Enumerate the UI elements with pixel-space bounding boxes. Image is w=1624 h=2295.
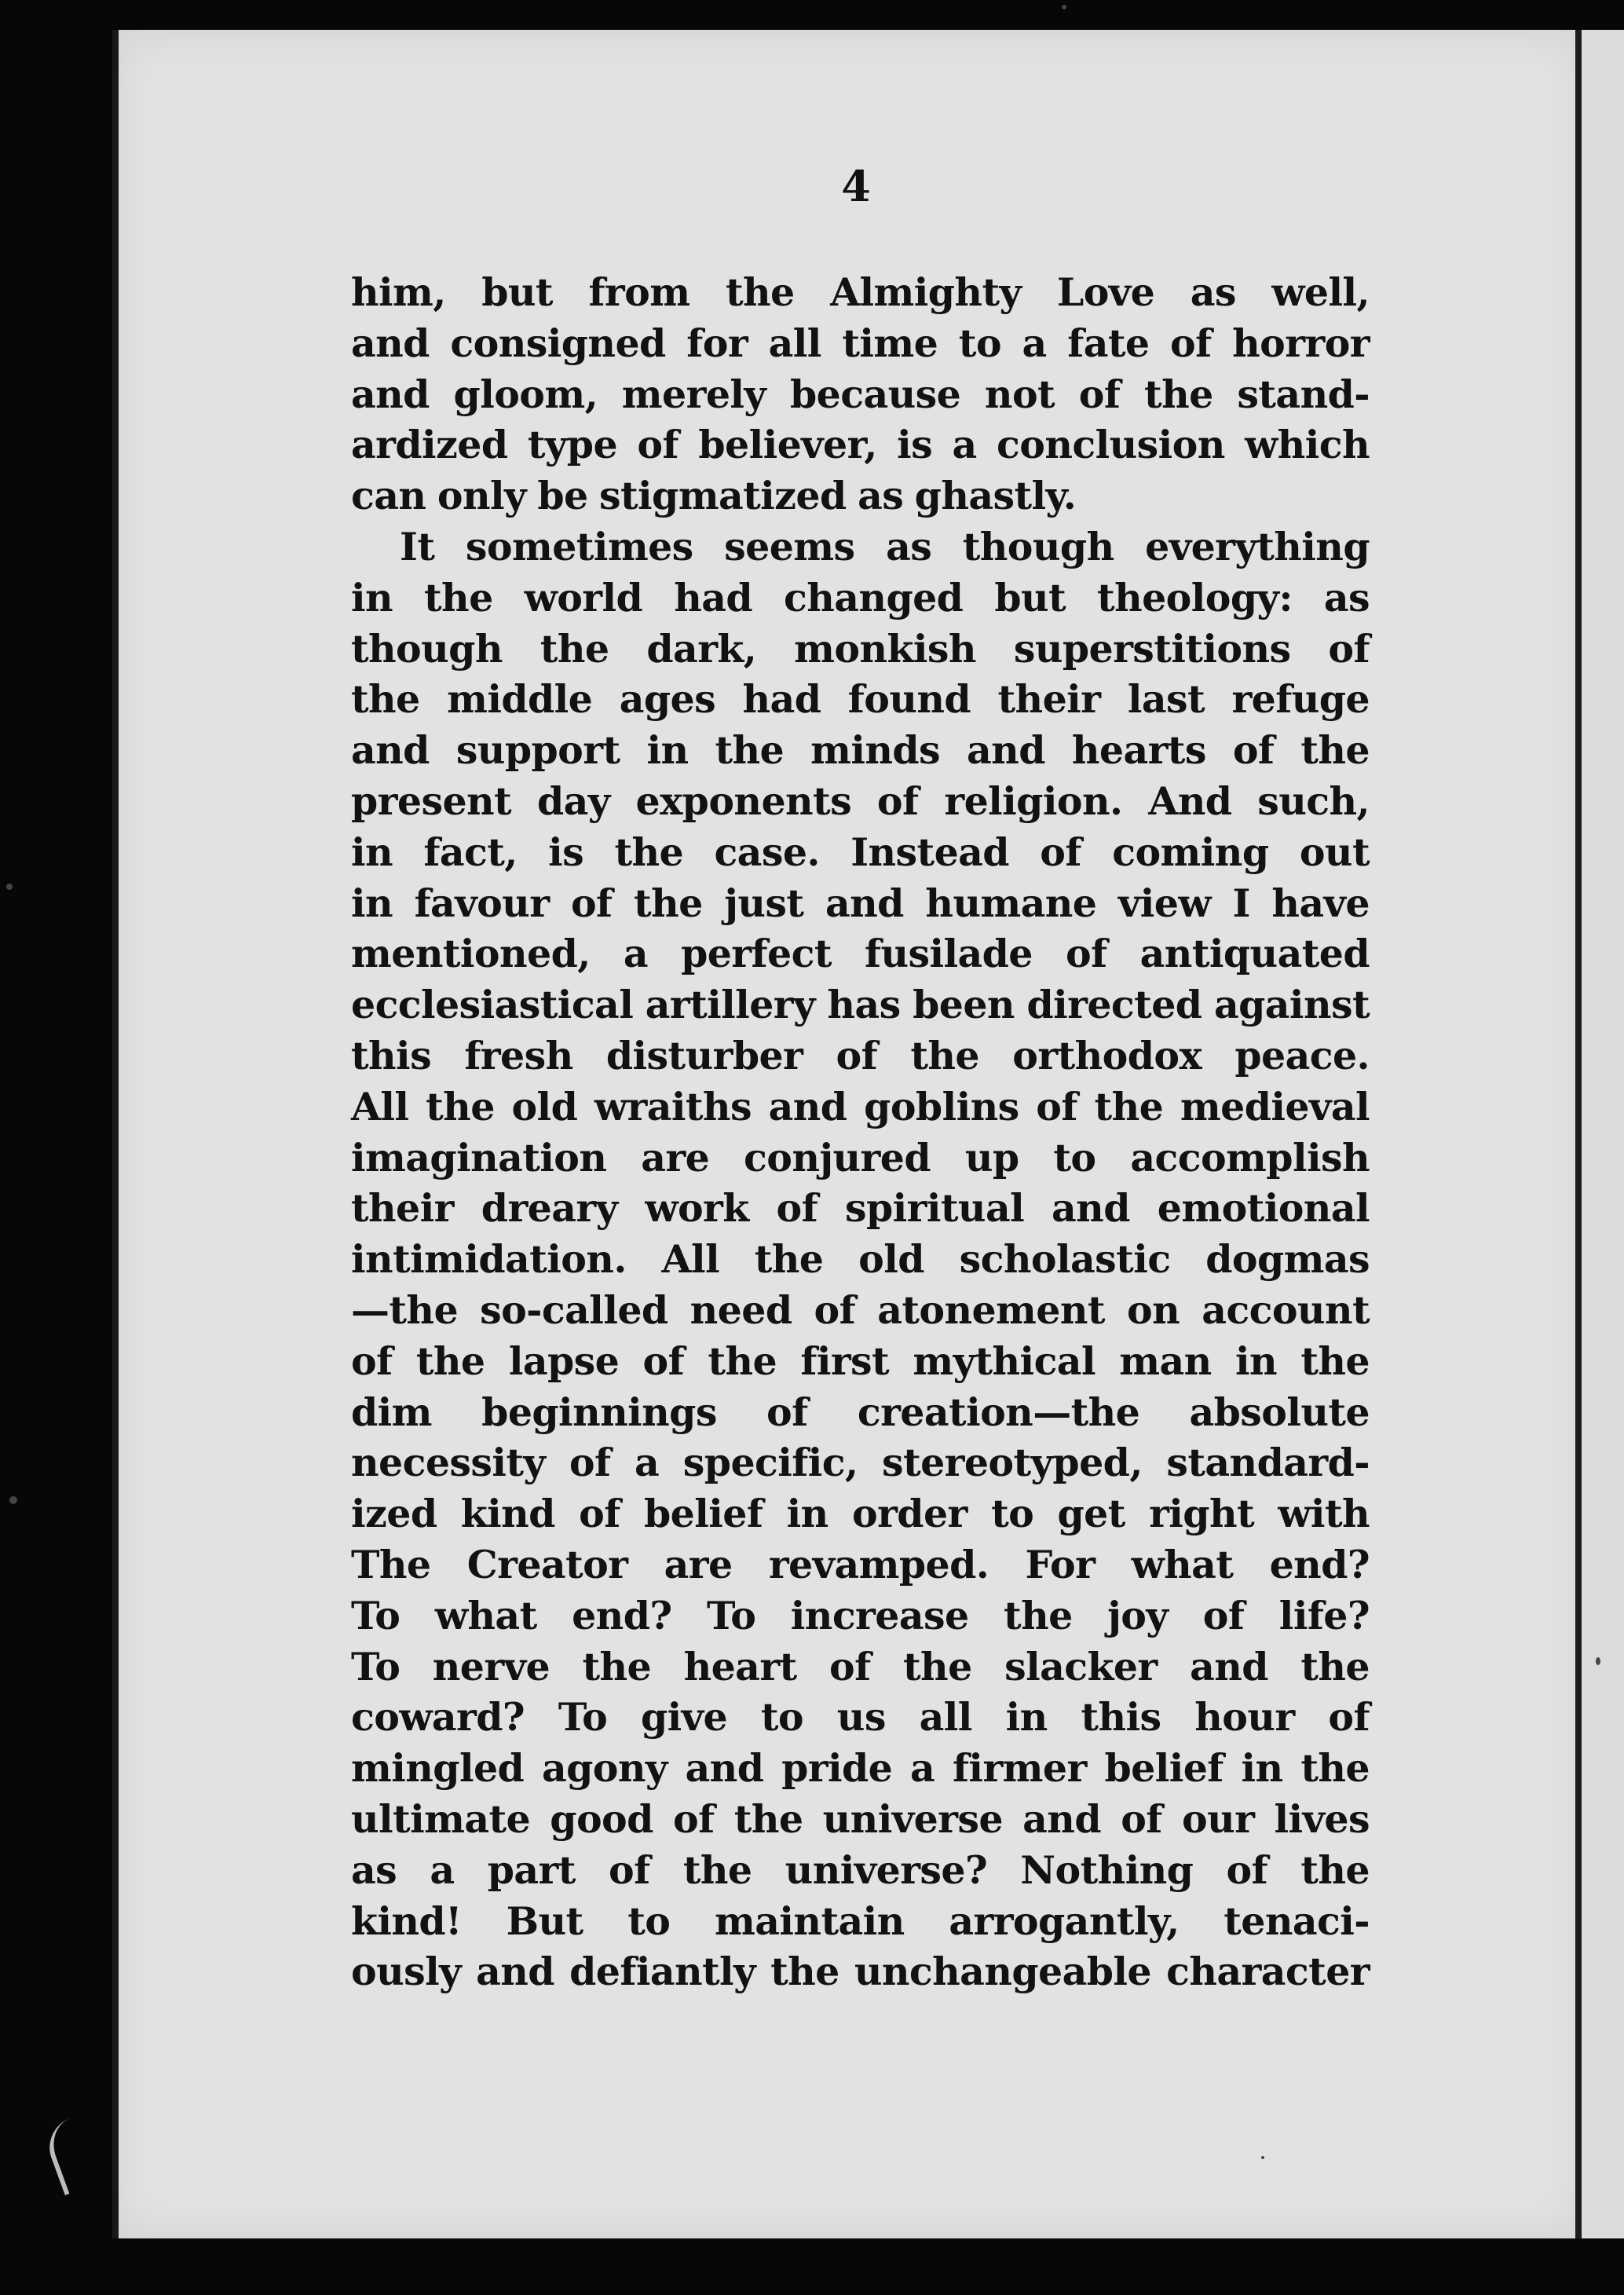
text-line: The Creator are revamped. For what end? (351, 1541, 1370, 1587)
scan-speck (9, 1496, 17, 1504)
text-line: him, but from the Almighty Love as well, (351, 269, 1370, 315)
text-line: kind! But to maintain arrogantly, tenaci- (351, 1898, 1370, 1944)
text-line: mingled agony and pride a firmer belief in the (351, 1745, 1370, 1792)
scan-speck (1596, 1657, 1600, 1665)
text-line: —the so-called need of atonement on account (351, 1287, 1370, 1333)
text-line: can only be stigmatized as ghastly. (351, 473, 1077, 519)
text-line: mentioned, a perfect fusilade of antiquated (351, 931, 1370, 977)
text-line: intimidation. All the old scholastic dogmas (351, 1236, 1370, 1283)
text-line: of the lapse of the first mythical man in the (351, 1338, 1370, 1384)
scan-speck (6, 884, 13, 890)
page-left-border (112, 30, 119, 2238)
text-line: as a part of the universe? Nothing of the (351, 1847, 1370, 1893)
text-line: in favour of the just and humane view I have (351, 880, 1370, 926)
text-line: To what end? To increase the joy of life? (351, 1592, 1370, 1638)
text-line: necessity of a specific, stereotyped, standard- (351, 1440, 1370, 1486)
text-line: this fresh disturber of the orthodox peace. (351, 1032, 1370, 1078)
text-line: All the old wraiths and goblins of the medieval (351, 1083, 1370, 1129)
text-line: and gloom, merely because not of the stand- (351, 371, 1370, 417)
text-line: imagination are conjured up to accomplish (351, 1134, 1370, 1180)
text-line: ously and defiantly the unchangeable character (351, 1949, 1370, 1995)
text-line: ecclesiastical artillery has been directed against (351, 982, 1370, 1028)
text-line: dim beginnings of creation—the absolute (351, 1389, 1370, 1435)
text-line: ized kind of belief in order to get right with (351, 1491, 1370, 1537)
scan-speck (1062, 5, 1066, 9)
text-line: and support in the minds and hearts of the (351, 727, 1370, 774)
text-line: the middle ages had found their last refuge (351, 676, 1370, 723)
text-line: ardized type of believer, is a conclusion which (351, 422, 1370, 468)
text-line: coward? To give to us all in this hour of (351, 1694, 1370, 1740)
scan-speck (1261, 2156, 1264, 2159)
body-text (351, 267, 1370, 1997)
text-line: It sometimes seems as though everything (400, 523, 1370, 569)
page-gutter (1575, 30, 1582, 2238)
page-number: 4 (841, 161, 871, 211)
text-line: though the dark, monkish superstitions of (351, 625, 1370, 672)
text-line: in the world had changed but theology: as (351, 574, 1370, 620)
text-line: present day exponents of religion. And such, (351, 778, 1370, 824)
text-line: and consigned for all time to a fate of horror (351, 320, 1370, 366)
text-line: ultimate good of the universe and of our lives (351, 1795, 1370, 1842)
text-line: their dreary work of spiritual and emotional (351, 1185, 1370, 1232)
text-line: To nerve the heart of the slacker and the (351, 1643, 1370, 1689)
adjacent-page-edge (1582, 30, 1624, 2238)
scan-artifact-mark (41, 2117, 99, 2195)
text-line: in fact, is the case. Instead of coming out (351, 829, 1370, 875)
